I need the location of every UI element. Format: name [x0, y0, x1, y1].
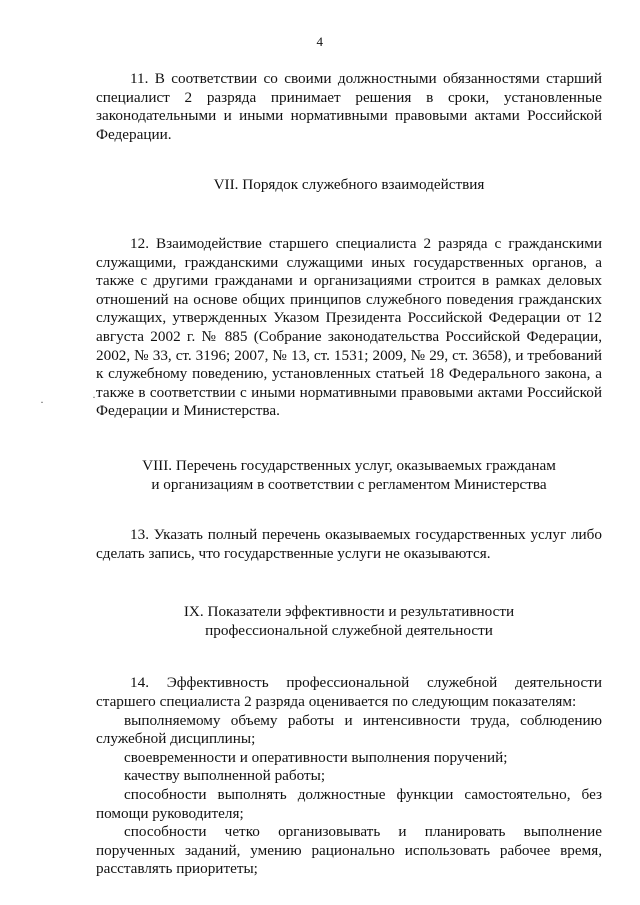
list-item: своевременности и оперативности выполнения поручений; — [124, 748, 508, 766]
section-heading-ix-line1: IX. Показатели эффективности и результативности — [183, 603, 515, 621]
list-item: способности выполнять должностные функции самостоятельно, без помощи руководителя; — [96, 786, 602, 822]
section-heading-ix-line2: профессиональной служебной деятельности — [205, 621, 493, 639]
scan-mark: · — [40, 395, 44, 409]
criteria-list — [96, 712, 602, 879]
paragraph-11: 11. В соответствии со своими должностными обязанностями старший специалист 2 разряда принимает решения в сроки, установленные законодательными и иными нормативными правовыми актами Российской Федерации. — [96, 70, 602, 143]
list-item: выполняемому объему работы и интенсивности труда, соблюдению служебной дисциплины; — [96, 711, 602, 748]
paragraph-14: 14. Эффективность профессиональной служебной деятельности старшего специалиста 2 разряда оценивается по следующим показателям: — [96, 674, 602, 711]
paragraph-13: 13. Указать полный перечень оказываемых государственных услуг либо сделать запись, что государственные услуги не оказываются. — [96, 526, 602, 562]
section-heading-viii-line1: VIII. Перечень государственных услуг, оказываемых гражданам — [142, 456, 556, 474]
page-number: 4 — [316, 34, 324, 49]
document-body — [96, 70, 602, 879]
list-item: качеству выполненной работы; — [124, 767, 326, 785]
paragraph-12: 12. Взаимодействие старшего специалиста 2 разряда с гражданскими служащими, гражданскими служащими иных государственных органов, а также с другими гражданами и организациями строится в рамках деловых отношений на основе общих принципов служебного поведения гражданских служащих, утвержденных Указом Президента Российской Федерации от 12 августа 2002 г. № 885 (Собрание законодательства Российской Федерации, 2002, № 33, ст. 3196; 2007, № 13, ст. 1531; 2009, № 29, ст. 3658), и требований к служебному поведению, установленных статьей 18 Федерального закона, а также в соответствии с иными нормативными правовыми актами Российской Федерации и Министерства. — [96, 234, 602, 420]
scan-mark: · — [92, 390, 96, 404]
section-heading-viii — [96, 457, 602, 494]
section-heading-vii: VII. Порядок служебного взаимодействия — [213, 176, 485, 194]
section-heading-ix — [96, 603, 602, 640]
list-item: способности четко организовывать и планировать выполнение порученных заданий, умению рационально использовать рабочее время, расставлять приоритеты; — [96, 823, 602, 878]
section-heading-viii-line2: и организациям в соответствии с регламентом Министерства — [151, 475, 547, 493]
